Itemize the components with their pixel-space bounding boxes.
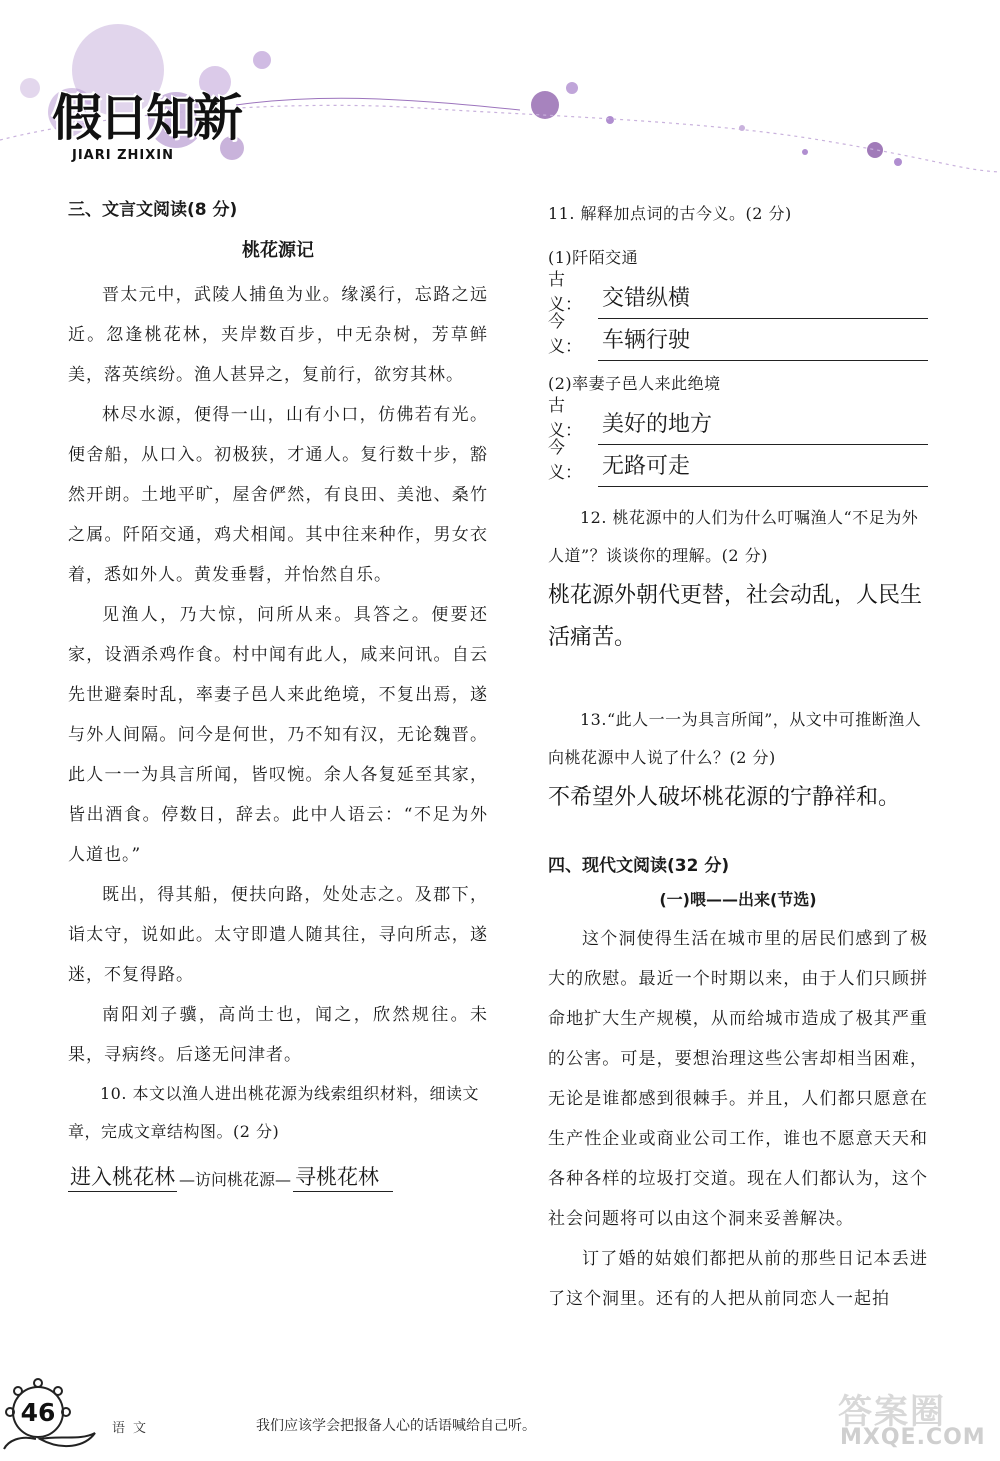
subject-label: 语文 <box>112 1421 155 1436</box>
q11-item1-ancient-answer[interactable]: 交错纵横 <box>598 280 928 319</box>
q11-item-1: (1)阡陌交通 <box>548 248 639 267</box>
q11-item1-ancient-row <box>548 270 928 319</box>
question-10: 10. 本文以渔人进出桃花源为线索组织材料，细读文章，完成文章结构图。(2 分) <box>68 1084 480 1141</box>
article-paragraph: 林尽水源，便得一山，山有小口，仿佛若有光。便舍船，从口入。初极狭，才通人。复行数十步，豁然开朗。土地平旷，屋舍俨然，有良田、美池、桑竹之属。阡陌交通，鸡犬相闻。其中往来种作，男女衣着，悉如外人。黄发垂髫，并怡然自乐。 <box>68 405 488 585</box>
q10-answer-blank-1[interactable]: 进入桃花林 <box>68 1161 177 1192</box>
ancient-meaning-label: 古义： <box>548 396 582 441</box>
q11-item-2: (2)率妻子邑人来此绝境 <box>548 374 721 393</box>
watermark-logo: 答案圈 <box>838 1392 946 1432</box>
q11-item2-ancient-answer[interactable]: 美好的地方 <box>598 406 928 445</box>
left-column <box>68 195 488 1192</box>
article-title: 桃花源记 <box>242 240 314 261</box>
page-number: 46 <box>20 1397 56 1427</box>
article-paragraph: 南阳刘子骥，高尚士也，闻之，欣然规往。未果，寻病终。后遂无问津者。 <box>68 1005 488 1065</box>
q10-structure-diagram <box>68 1161 488 1192</box>
article-paragraph: 既出，得其船，便扶向路，处处志之。及郡下，诣太守，说如此。太守即遣人随其往，寻向所志，遂迷，不复得路。 <box>68 885 488 985</box>
question-13: 13.“此人一一为具言所闻”，从文中可推断渔人向桃花源中人说了什么？(2 分) <box>548 710 922 767</box>
q11-item2-modern-row <box>548 438 928 487</box>
q11-item1-modern-row <box>548 312 928 361</box>
article-paragraph: 见渔人，乃大惊，问所从来。具答之。便要还家，设酒杀鸡作食。村中闻有此人，咸来问讯。自云先世避秦时乱，率妻子邑人来此绝境，不复出焉，遂与外人间隔。问今是何世，乃不知有汉，无论魏晋。此人一一为具言所闻，皆叹惋。余人各复延至其家，皆出酒食。停数日，辞去。此中人语云：“不足为外人道也。” <box>68 605 488 865</box>
footer-motto: 我们应该学会把报备人心的话语喊给自己听。 <box>256 1418 536 1434</box>
modern-meaning-label: 今义： <box>548 312 582 357</box>
modern-paragraph: 订了婚的姑娘们都把从前的那些日记本丢进了这个洞里。还有的人把从前同恋人一起拍 <box>548 1249 928 1309</box>
section-classical-title: 三、文言文阅读(8 分) <box>68 200 238 220</box>
q10-middle-step: —访问桃花源— <box>179 1170 292 1189</box>
brand-title: 假日知新 <box>52 89 240 147</box>
q11-item2-ancient-row <box>548 396 928 445</box>
q12-answer[interactable]: 桃花源外朝代更替，社会动乱，人民生活痛苦。 <box>548 583 923 650</box>
modern-article-title: (一)喂——出来(节选) <box>659 890 817 909</box>
q11-item1-modern-answer[interactable]: 车辆行驶 <box>598 322 928 361</box>
page-header <box>0 0 1000 190</box>
brand-pinyin: JIARI ZHIXIN <box>72 148 174 163</box>
q13-answer[interactable]: 不希望外人破坏桃花源的宁静祥和。 <box>548 785 901 810</box>
question-12: 12. 桃花源中的人们为什么叮嘱渔人“不足为外人道”？谈谈你的理解。(2 分) <box>548 508 919 565</box>
watermark-url: MXQE.COM <box>840 1425 986 1450</box>
ancient-meaning-label: 古义： <box>548 270 582 315</box>
q11-item2-modern-answer[interactable]: 无路可走 <box>598 448 928 487</box>
modern-meaning-label: 今义： <box>548 438 582 483</box>
modern-paragraph: 这个洞使得生活在城市里的居民们感到了极大的欣慰。最近一个时期以来，由于人们只顾拼命地扩大生产规模，从而给城市造成了极其严重的公害。可是，要想治理这些公害却相当困难，无论是谁都感到很棘手。并且，人们都只愿意在生产性企业或商业公司工作，谁也不愿意天天和各种各样的垃圾打交道。现在人们都认为，这个社会问题将可以由这个洞来妥善解决。 <box>548 929 928 1229</box>
q10-answer-blank-2[interactable]: 寻桃花林 <box>293 1161 393 1192</box>
section-modern-title: 四、现代文阅读(32 分) <box>548 856 730 876</box>
question-11: 11. 解释加点词的古今义。(2 分) <box>548 204 792 223</box>
article-paragraph: 晋太元中，武陵人捕鱼为业。缘溪行，忘路之远近。忽逢桃花林，夹岸数百步，中无杂树，芳草鲜美，落英缤纷。渔人甚异之，复前行，欲穷其林。 <box>68 285 488 385</box>
right-column <box>548 195 928 1319</box>
